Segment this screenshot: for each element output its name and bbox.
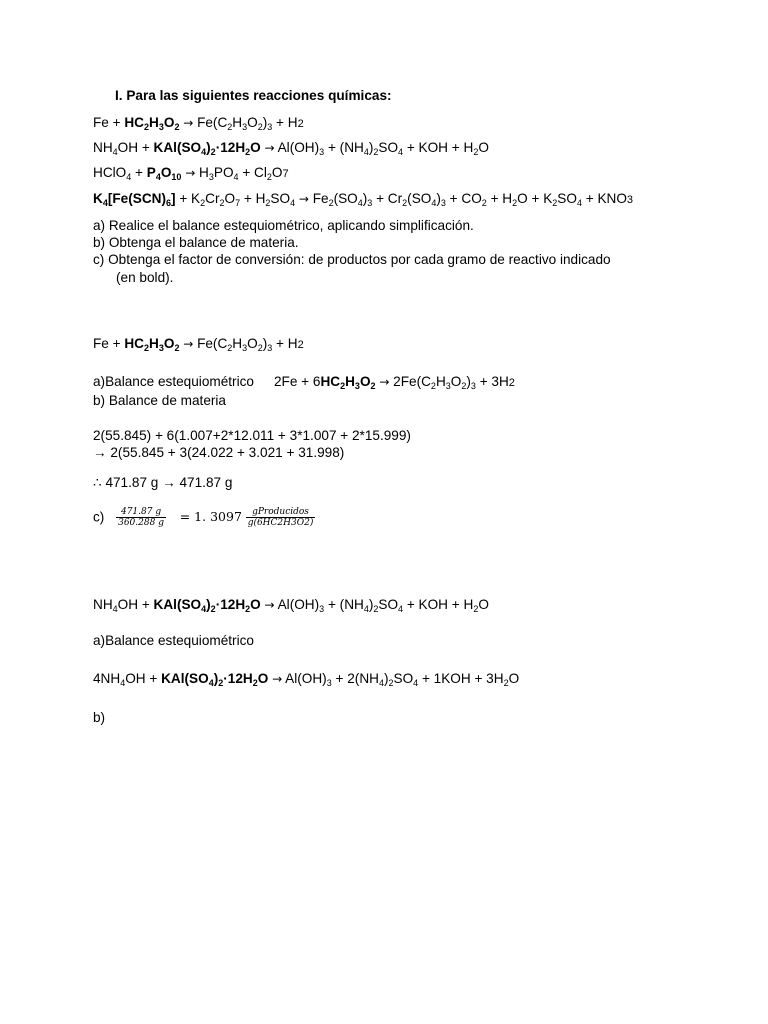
section1-factor: c) $\frac{471.87 g}{360.288 g}$ = 1. 3097 $\frac{\text{gProducidos}}{g(6HC2H3O2)}$: [93, 506, 314, 528]
heading: I. Para las siguientes reacciones químicas:: [115, 88, 392, 103]
factor-value: = 1. 3097: [179, 509, 242, 525]
section1-balance: a)Balance estequiométrico $2Fe + 6HC_2H_3O_2 \to 2Fe(C_2H_3O_2)_3 + 3H2$: [93, 374, 515, 391]
fraction-units: $\frac{\text{gProducidos}}{g(6HC2H3O2)}$: [247, 506, 314, 528]
section1-materia-label: b) Balance de materia: [93, 393, 226, 408]
instruction-a: a) Realice el balance estequiométrico, aplicando simplificación.: [93, 218, 474, 233]
section1-result: ∴ 471.87 g → 471.87 g: [93, 475, 233, 490]
reaction-1: $Fe + HC_2H_3O_2 \to Fe(C_2H_3O_2)_3 + H2$: [93, 115, 304, 132]
section1-calc-1: 2(55.845) + 6(1.007+2*12.011 + 3*1.007 + 2*15.999): [93, 428, 411, 443]
reaction-3: HClO$_4$ + $P_4O_{10} \to H_3PO_4 + Cl_2O7$: [93, 165, 289, 182]
section2-reaction: $NH_4OH + KAl(SO_4)_2\cdot 12H_2O \to Al(OH)_3 + (NH_4)_2SO_4$ + KOH + $H_2O$: [93, 597, 489, 614]
section2-balanced-reaction: $4NH_4OH + KAl(SO_4)_2\cdot 12H_2O \to Al(OH)_3 + 2(NH_4)_2SO_4 + 1KOH + 3H_2O$: [93, 671, 520, 688]
instruction-b: b) Obtenga el balance de materia.: [93, 235, 299, 250]
section2-b-label: b): [93, 710, 106, 725]
reaction-4: $K_4[Fe(SCN)_6] + K_2Cr_2O_7 + H_2SO_4 \to Fe_2(SO_4)_3 + Cr_2(SO_4)_3 + CO_2 + H_2O + K_2SO_4 + KNO3$: [93, 191, 634, 208]
section1-reaction: $Fe + HC_2H_3O_2 \to Fe(C_2H_3O_2)_3 + H2$: [93, 336, 304, 353]
fraction-mass: $\frac{471.87 g}{360.288 g}$: [118, 506, 164, 528]
section2-balance-label: a)Balance estequiométrico: [93, 633, 254, 648]
reaction-2: $NH_4OH + KAl(SO_4)_2\cdot 12H_2O \to Al(OH)_3 + (NH_4)_2SO_4$ + KOH + $H_2O$: [93, 140, 489, 157]
section1-calc-2: → 2(55.845 + 3(24.022 + 3.021 + 31.998): [93, 445, 345, 460]
instruction-c-cont: (en bold).: [116, 270, 174, 285]
therefore-symbol: ∴: [93, 475, 102, 490]
instruction-c: c) Obtenga el factor de conversión: de productos por cada gramo de reactivo indicado: [93, 252, 611, 267]
